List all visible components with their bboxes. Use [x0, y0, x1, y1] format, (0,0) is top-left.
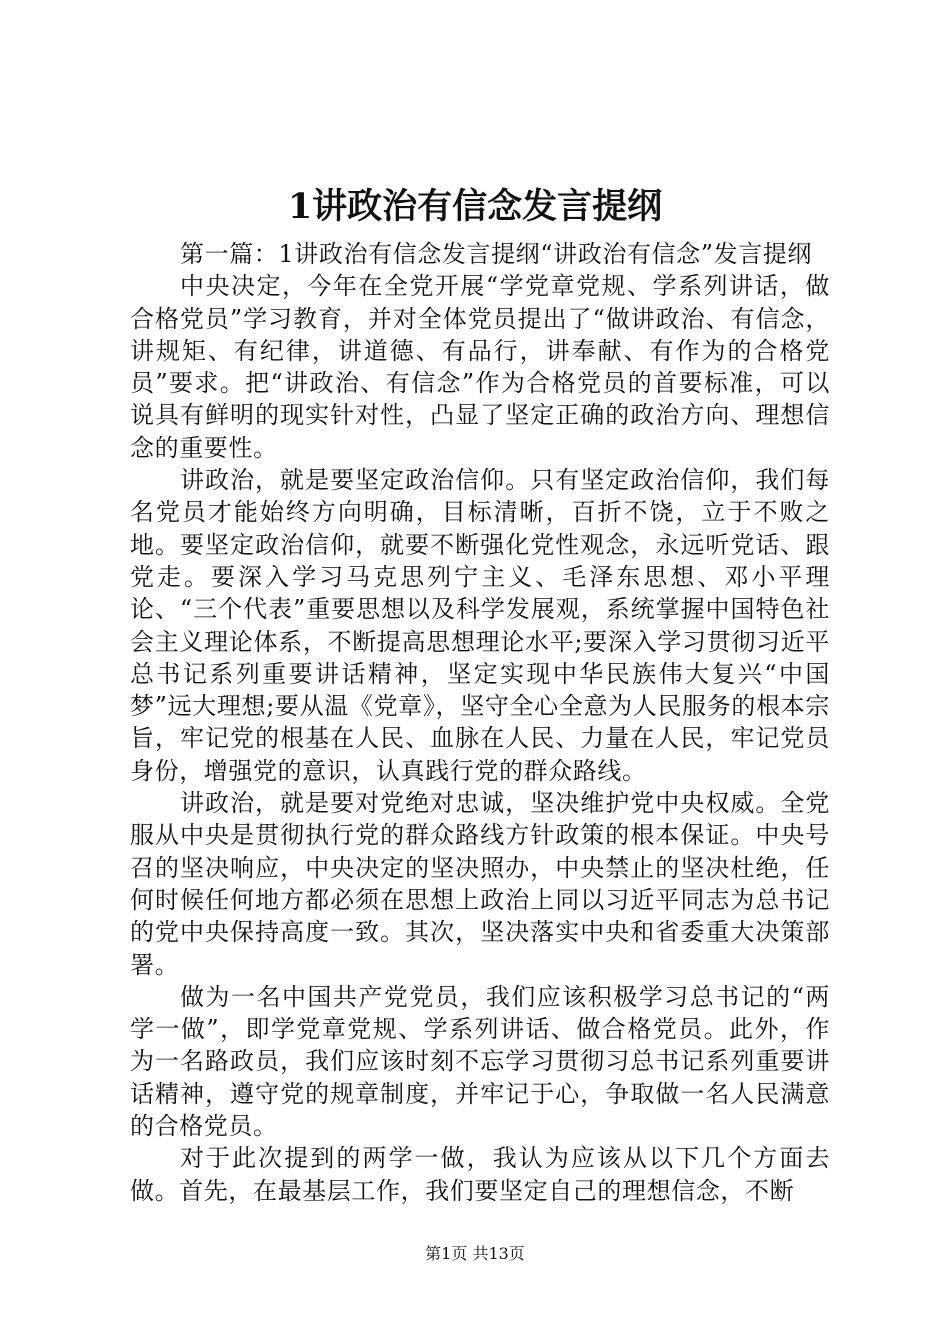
paragraph: 中央决定，今年在全党开展“学党章党规、学系列讲话，做合格党员”学习教育，并对全体党员提出了“做讲政治、有信念，讲规矩、有纪律，讲道德、有品行，讲奉献、有作为的合格党员”要求。把“讲政治、有信念”作为合格党员的首要标准，可以说具有鲜明的现实针对性，凸显了坚定正确的政治方向、理想信念的重要性。 — [130, 272, 830, 462]
paragraph-heading: 第一篇：1讲政治有信念发言提纲“讲政治有信念”发言提纲 — [180, 240, 813, 268]
paragraph: 讲政治，就是要对党绝对忠诚，坚决维护党中央权威。全党服从中央是贯彻执行党的群众路线方针政策的根本保证。中央号召的坚决响应，中央决定的坚决照办，中央禁止的坚决杜绝，任何时候任何地方都必须在思想上政治上同以习近平同志为总书记的党中央保持高度一致。其次，坚决落实中央和省委重大决策部署。 — [130, 789, 830, 979]
document-title: 1讲政治有信念发言提纲 — [287, 186, 663, 227]
paragraph: 做为一名中国共产党党员，我们应该积极学习总书记的“两学一做”，即学党章党规、学系列讲话、做合格党员。此外，作为一名路政员，我们应该时刻不忘学习贯彻习总书记系列重要讲话精神，遵守党的规章制度，并牢记于心，争取做一名人民满意的合格党员。 — [130, 982, 830, 1141]
paragraph: 对于此次提到的两学一做，我认为应该从以下几个方面去做。首先，在最基层工作，我们要坚定自己的理想信念，不断 — [130, 1144, 830, 1205]
document-body — [130, 238, 830, 1207]
page-number-footer: 第1页 共13页 — [425, 1244, 525, 1263]
paragraph: 讲政治，就是要坚定政治信仰。只有坚定政治信仰，我们每名党员才能始终方向明确，目标清晰，百折不饶，立于不败之地。要坚定政治信仰，就要不断强化党性观念，永远听党话、跟党走。要深入学习马克思列宁主义、毛泽东思想、邓小平理论、“三个代表”重要思想以及科学发展观，系统掌握中国特色社会主义理论体系，不断提高思想理论水平;要深入学习贯彻习近平总书记系列重要讲话精神，坚定实现中华民族伟大复兴“中国梦”远大理想;要从温《党章》，坚守全心全意为人民服务的根本宗旨，牢记党的根基在人民、血脉在人民、力量在人民，牢记党员身份，增强党的意识，认真践行党的群众路线。 — [130, 466, 830, 785]
